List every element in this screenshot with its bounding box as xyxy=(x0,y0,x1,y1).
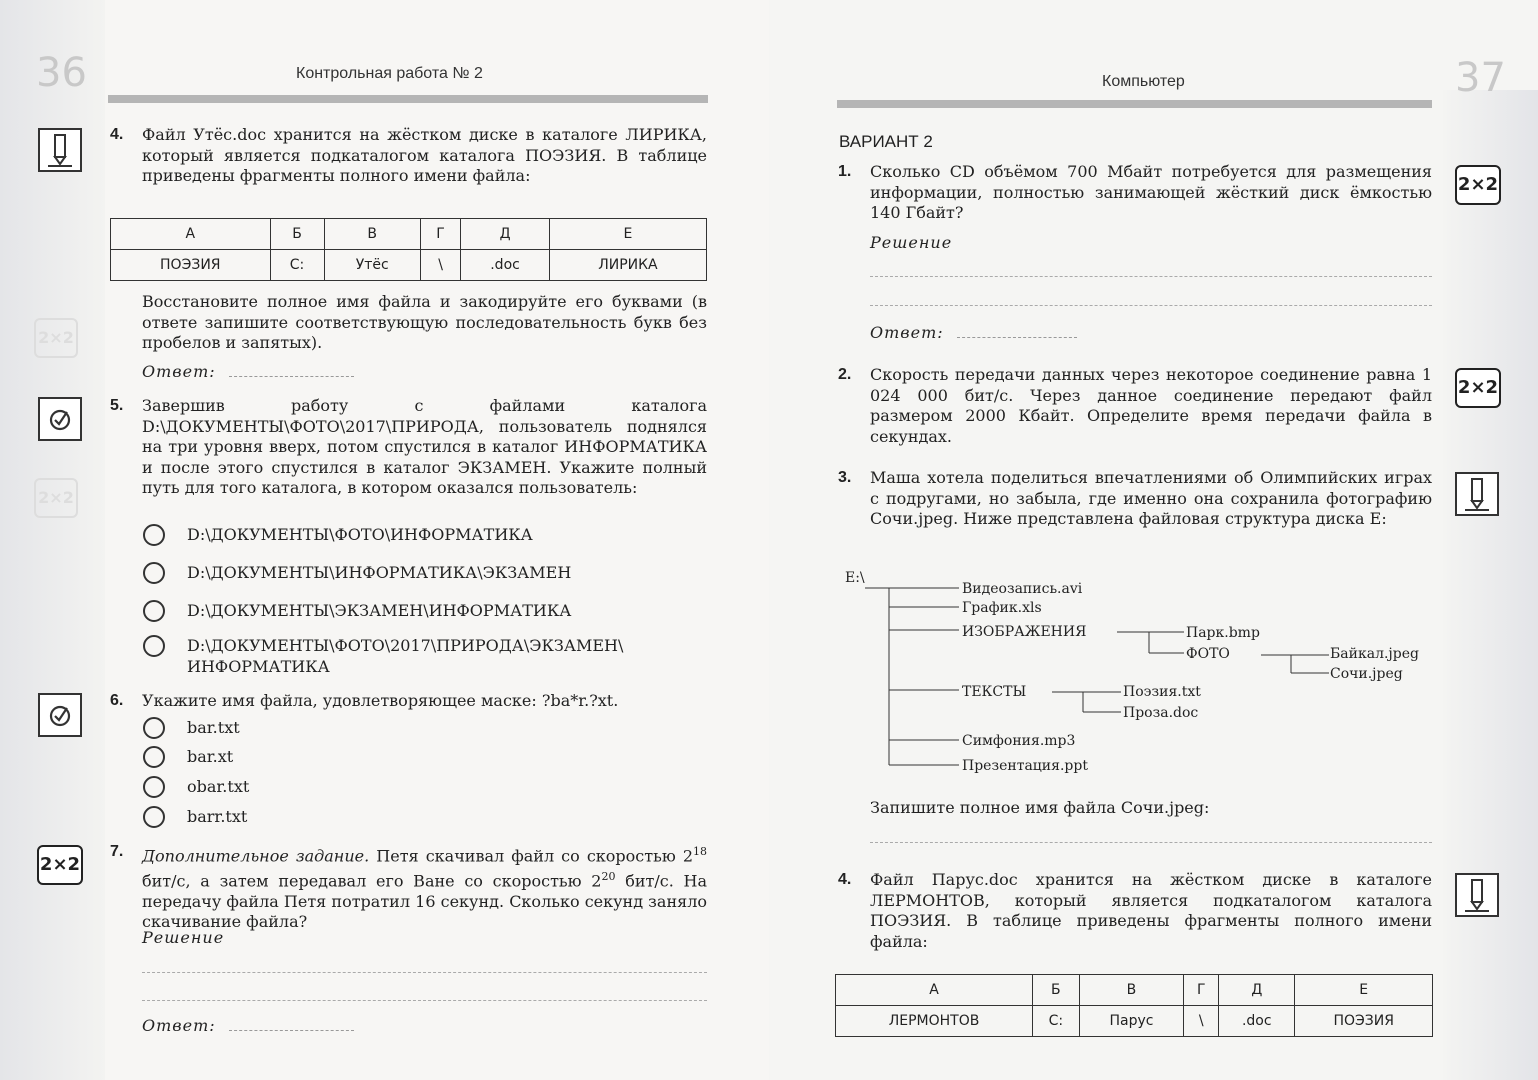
solution-line[interactable] xyxy=(870,276,1432,277)
solution-line[interactable] xyxy=(870,305,1432,306)
table-cell: ПОЭЗИЯ xyxy=(111,250,271,281)
table-cell: C: xyxy=(1033,1006,1079,1037)
table-cell: ЛИРИКА xyxy=(549,250,706,281)
answer-input-line[interactable] xyxy=(229,376,354,377)
option-text: D:\ДОКУМЕНТЫ\ИНФОРМАТИКА\ЭКЗАМЕН xyxy=(187,563,572,582)
table-cell: Б xyxy=(1033,975,1079,1006)
faint-badge-watermark: 2×2 xyxy=(34,318,78,358)
two-by-two-badge: 2×2 xyxy=(1455,165,1501,205)
table-cell: А xyxy=(111,219,271,250)
two-by-two-badge: 2×2 xyxy=(1455,368,1501,408)
table-cell: А xyxy=(836,975,1033,1006)
file-structure-tree xyxy=(839,565,1439,780)
tree-node: Видеозапись.avi xyxy=(962,581,1083,597)
radio-circle[interactable] xyxy=(143,717,165,739)
table-cell: Б xyxy=(270,219,324,250)
question-2 xyxy=(838,365,1432,447)
table-cell: ЛЕРМОНТОВ xyxy=(836,1006,1033,1037)
check-task-icon xyxy=(38,693,82,737)
tree-node: Презентация.ppt xyxy=(962,758,1088,774)
table-cell: \ xyxy=(1184,1006,1219,1037)
tree-node: Поэзия.txt xyxy=(1123,684,1201,700)
table-cell: В xyxy=(324,219,420,250)
pencil-task-icon xyxy=(38,128,82,172)
table-cell: Парус xyxy=(1079,1006,1184,1037)
running-head: Контрольная работа № 2 xyxy=(296,65,483,82)
answer-label: Ответ: xyxy=(870,323,944,342)
question-1 xyxy=(838,162,1432,224)
additional-task-label: Дополнительное задание. xyxy=(142,846,370,866)
answer-input-line[interactable] xyxy=(870,842,1432,843)
table-row xyxy=(836,1006,1433,1037)
page-number: 36 xyxy=(36,50,87,96)
radio-circle[interactable] xyxy=(143,600,165,622)
right-page xyxy=(769,0,1538,1080)
table-cell: Е xyxy=(549,219,706,250)
option-text: bar.txt xyxy=(187,718,240,737)
radio-circle[interactable] xyxy=(143,562,165,584)
question-3-instruction: Запишите полное имя файла Сочи.jpeg: xyxy=(870,798,1210,817)
pencil-task-icon xyxy=(1455,873,1499,917)
option-text: bar.xt xyxy=(187,747,234,766)
option-text: D:\ДОКУМЕНТЫ\ФОТО\ИНФОРМАТИКА xyxy=(187,525,533,544)
radio-circle[interactable] xyxy=(143,746,165,768)
filename-fragments-table xyxy=(835,974,1433,1037)
question-6 xyxy=(110,691,707,712)
tree-node: Сочи.jpeg xyxy=(1330,666,1403,682)
tree-node: ФОТО xyxy=(1186,646,1230,662)
question-number: 4. xyxy=(110,126,124,143)
question-4-instructions: Восстановите полное имя файла и закодируйте его буквами (в ответе запишите соответствующую последовательность букв без пробелов и запятых). xyxy=(142,292,707,352)
radio-circle[interactable] xyxy=(143,635,165,657)
question-text: Сколько CD объёмом 700 Мбайт потребуется для размещения информации, полностью занимающей жёсткий диск ёмкостью 140 Гбайт? xyxy=(870,162,1432,222)
question-number: 7. xyxy=(110,843,124,860)
table-cell: Утёс xyxy=(324,250,420,281)
option-text: barr.txt xyxy=(187,807,248,826)
page-number: 37 xyxy=(1455,55,1506,101)
solution-line[interactable] xyxy=(142,972,707,973)
table-cell: Д xyxy=(461,219,550,250)
faint-badge-watermark: 2×2 xyxy=(34,478,78,518)
variant-heading: ВАРИАНТ 2 xyxy=(839,132,933,151)
question-text: Укажите имя файла, удовлетворяющее маске: ?ba*r.?xt. xyxy=(142,691,619,710)
question-3 xyxy=(838,468,1432,530)
table-header-row xyxy=(836,975,1433,1006)
option-text: obar.txt xyxy=(187,777,250,796)
question-text: Скорость передачи данных через некоторое соединение равна 1 024 000 бит/с. Через данное соединение передают файл размером 2000 Кбайт. Определите время передачи файла в секундах. xyxy=(870,365,1432,446)
option-text-continued: ИНФОРМАТИКА xyxy=(187,657,330,676)
question-number: 5. xyxy=(110,397,124,414)
two-by-two-badge: 2×2 xyxy=(37,845,83,885)
page-edge-shade xyxy=(1443,90,1538,1080)
table-cell: \ xyxy=(420,250,460,281)
tree-node: График.xls xyxy=(962,600,1042,616)
option-text: D:\ДОКУМЕНТЫ\ФОТО\2017\ПРИРОДА\ЭКЗАМЕН\ xyxy=(187,636,624,655)
question-number: 3. xyxy=(838,469,852,486)
table-cell: Г xyxy=(420,219,460,250)
question-number: 2. xyxy=(838,366,852,383)
answer-label: Ответ: xyxy=(142,1016,216,1035)
tree-node: ТЕКСТЫ xyxy=(962,684,1027,700)
question-5 xyxy=(110,396,707,499)
answer-label: Ответ: xyxy=(142,362,216,381)
tree-node: Симфония.mp3 xyxy=(962,733,1076,749)
question-4 xyxy=(838,870,1432,952)
table-cell: .doc xyxy=(1219,1006,1295,1037)
table-cell: В xyxy=(1079,975,1184,1006)
radio-circle[interactable] xyxy=(143,776,165,798)
question-7 xyxy=(110,842,708,933)
tree-node: Парк.bmp xyxy=(1186,625,1260,641)
header-rule xyxy=(837,100,1432,108)
table-cell: ПОЭЗИЯ xyxy=(1295,1006,1433,1037)
solution-line[interactable] xyxy=(142,1000,707,1001)
table-cell: .doc xyxy=(461,250,550,281)
tree-root: E:\ xyxy=(845,570,865,586)
answer-row xyxy=(142,362,354,381)
running-head: Компьютер xyxy=(1102,73,1185,90)
option-text: D:\ДОКУМЕНТЫ\ЭКЗАМЕН\ИНФОРМАТИКА xyxy=(187,601,572,620)
table-cell: Д xyxy=(1219,975,1295,1006)
pencil-task-icon xyxy=(1455,472,1499,516)
question-number: 4. xyxy=(838,871,852,888)
question-text: Файл Утёс.doc хранится на жёстком диске в каталоге ЛИРИКА, который является подкаталогом каталога ПОЭЗИЯ. В таблице приведены фрагменты полного имени файла: xyxy=(142,125,707,185)
radio-circle[interactable] xyxy=(143,524,165,546)
question-text: Дополнительное задание. Петя скачивал файл со скоростью $2^{18}$ бит/с, а затем передавал его Ване со скоростью $2^{20}$ бит/с. На передачу файла Петя потратил 16 секунд. Сколько секунд заняло скачивание файла? xyxy=(142,845,708,932)
table-cell: C: xyxy=(270,250,324,281)
question-text: Завершив работу с файлами каталога D:\ДОКУМЕНТЫ\ФОТО\2017\ПРИРОДА, пользователь поднялся на три уровня вверх, потом спустился в каталог ИНФОРМАТИКА и после этого спустился в каталог ЭКЗАМЕН. Укажите полный путь для того каталога, в котором оказался пользователь: xyxy=(142,396,707,497)
solution-label: Решение xyxy=(870,233,953,252)
filename-fragments-table xyxy=(110,218,707,281)
check-task-icon xyxy=(38,397,82,441)
question-text: Файл Парус.doc хранится на жёстком диске в каталоге ЛЕРМОНТОВ, который является подкаталогом каталога ПОЭЗИЯ. В таблице приведены фрагменты полного имени файла: xyxy=(870,870,1432,951)
table-row xyxy=(111,250,707,281)
question-4 xyxy=(110,125,707,187)
question-number: 6. xyxy=(110,692,124,709)
table-cell: Е xyxy=(1295,975,1433,1006)
table-cell: Г xyxy=(1184,975,1219,1006)
question-text: Маша хотела поделиться впечатлениями об Олимпийских играх с подругами, но забыла, где именно она сохранила фотографию Сочи.jpeg. Ниже представлена файловая структура диска E: xyxy=(870,468,1432,528)
answer-row xyxy=(870,323,1077,342)
solution-label: Решение xyxy=(142,928,225,947)
header-rule xyxy=(108,95,708,103)
answer-row xyxy=(142,1016,354,1035)
tree-node: ИЗОБРАЖЕНИЯ xyxy=(962,624,1087,640)
answer-input-line[interactable] xyxy=(957,337,1077,338)
table-header-row xyxy=(111,219,707,250)
answer-input-line[interactable] xyxy=(229,1030,354,1031)
tree-node: Байкал.jpeg xyxy=(1330,646,1419,662)
question-number: 1. xyxy=(838,163,852,180)
radio-circle[interactable] xyxy=(143,806,165,828)
tree-node: Проза.doc xyxy=(1123,705,1199,721)
